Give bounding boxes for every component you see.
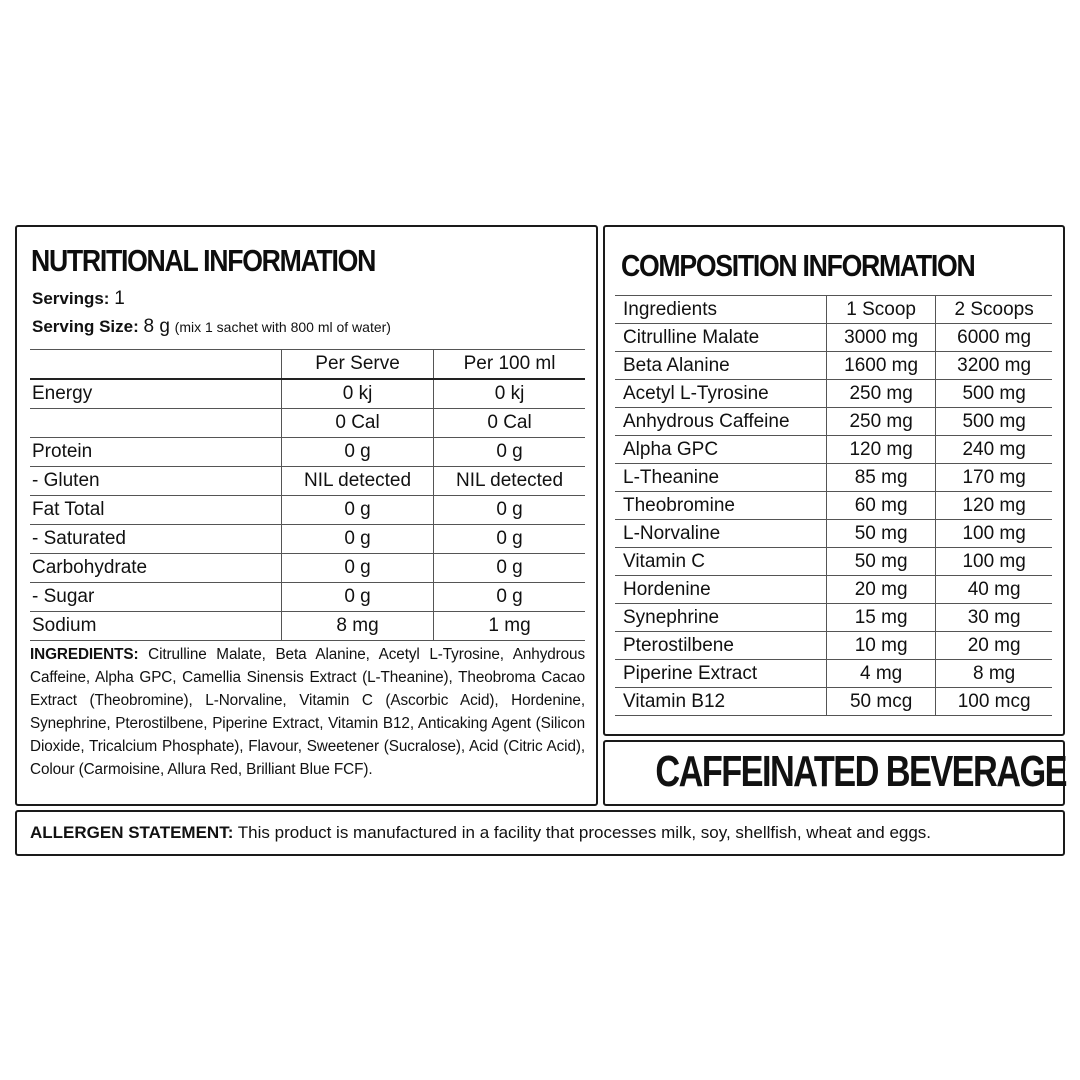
nutrient-name bbox=[30, 409, 282, 438]
composition-row bbox=[615, 520, 1052, 548]
nutrient-per-serve: 0 g bbox=[282, 496, 434, 525]
composition-ingredient: Anhydrous Caffeine bbox=[615, 408, 827, 436]
nutrient-per-100ml: 0 g bbox=[434, 554, 585, 583]
composition-row bbox=[615, 660, 1052, 688]
ingredients-label: INGREDIENTS: bbox=[30, 646, 139, 663]
composition-2-scoops: 20 mg bbox=[936, 632, 1052, 660]
composition-2-scoops: 8 mg bbox=[936, 660, 1052, 688]
nutrient-per-serve: 0 kj bbox=[282, 379, 434, 409]
composition-title: COMPOSITION INFORMATION bbox=[621, 248, 975, 283]
nutrition-row bbox=[30, 438, 585, 467]
composition-ingredient: Vitamin C bbox=[615, 548, 827, 576]
allergen-panel bbox=[15, 810, 1065, 856]
composition-1-scoop: 50 mcg bbox=[827, 688, 936, 716]
nutrient-per-100ml: 0 g bbox=[434, 525, 585, 554]
composition-2-scoops: 120 mg bbox=[936, 492, 1052, 520]
composition-row bbox=[615, 436, 1052, 464]
composition-header-row bbox=[615, 296, 1052, 324]
nutrient-per-serve: 0 g bbox=[282, 554, 434, 583]
composition-2-scoops: 6000 mg bbox=[936, 324, 1052, 352]
composition-ingredient: Piperine Extract bbox=[615, 660, 827, 688]
allergen-text: This product is manufactured in a facility that processes milk, soy, shellfish, wheat and eggs. bbox=[237, 823, 932, 842]
beverage-label-panel bbox=[603, 740, 1065, 806]
composition-col-ingredients: Ingredients bbox=[615, 296, 827, 324]
nutrition-row bbox=[30, 409, 585, 438]
composition-1-scoop: 10 mg bbox=[827, 632, 936, 660]
composition-2-scoops: 100 mcg bbox=[936, 688, 1052, 716]
composition-1-scoop: 4 mg bbox=[827, 660, 936, 688]
nutrient-per-100ml: 0 g bbox=[434, 438, 585, 467]
servings-label: Servings: bbox=[32, 289, 110, 308]
nutrition-row bbox=[30, 525, 585, 554]
nutrient-per-100ml: 1 mg bbox=[434, 612, 585, 641]
serving-size-label: Serving Size: bbox=[32, 317, 139, 336]
serving-size-line bbox=[32, 316, 391, 338]
nutrient-name: Fat Total bbox=[30, 496, 282, 525]
nutrition-col-per-serve: Per Serve bbox=[282, 350, 434, 380]
nutrient-name: - Saturated bbox=[30, 525, 282, 554]
composition-ingredient: Hordenine bbox=[615, 576, 827, 604]
nutrition-col-per-100ml: Per 100 ml bbox=[434, 350, 585, 380]
composition-row bbox=[615, 380, 1052, 408]
composition-2-scoops: 3200 mg bbox=[936, 352, 1052, 380]
nutrition-header-blank bbox=[30, 350, 282, 380]
composition-row bbox=[615, 352, 1052, 380]
nutrient-per-serve: 8 mg bbox=[282, 612, 434, 641]
nutrient-name: Protein bbox=[30, 438, 282, 467]
composition-2-scoops: 100 mg bbox=[936, 520, 1052, 548]
composition-2-scoops: 500 mg bbox=[936, 408, 1052, 436]
nutrient-name: Sodium bbox=[30, 612, 282, 641]
nutrient-per-serve: 0 g bbox=[282, 438, 434, 467]
composition-1-scoop: 15 mg bbox=[827, 604, 936, 632]
composition-row bbox=[615, 576, 1052, 604]
nutrient-per-100ml: 0 Cal bbox=[434, 409, 585, 438]
composition-1-scoop: 120 mg bbox=[827, 436, 936, 464]
nutrition-row bbox=[30, 612, 585, 641]
composition-row bbox=[615, 324, 1052, 352]
nutrition-row bbox=[30, 496, 585, 525]
serving-size-note: (mix 1 sachet with 800 ml of water) bbox=[174, 319, 391, 335]
composition-row bbox=[615, 408, 1052, 436]
servings-line bbox=[32, 288, 125, 310]
ingredients-list: Citrulline Malate, Beta Alanine, Acetyl L-Tyrosine, Anhydrous Caffeine, Alpha GPC, Camellia Sinensis Extract (L-Theanine), Theobroma Cacao Extract (Theobromine), L-Norvaline, Vitamin C (Ascorbic Acid), Hordenine, Synephrine, Pterostilbene, Piperine Extract, Vitamin B12, Anticaking Agent (Silicon Dioxide, Tricalcium Phosphate), Flavour, Sweetener (Sucralose), Acid (Citric Acid), Colour (Carmoisine, Allura Red, Brilliant Blue FCF). bbox=[30, 646, 586, 778]
composition-table bbox=[615, 295, 1052, 716]
composition-ingredient: Alpha GPC bbox=[615, 436, 827, 464]
composition-col-1-scoop: 1 Scoop bbox=[827, 296, 936, 324]
composition-ingredient: Pterostilbene bbox=[615, 632, 827, 660]
composition-ingredient: Acetyl L-Tyrosine bbox=[615, 380, 827, 408]
nutrition-panel bbox=[15, 225, 598, 806]
nutrient-per-100ml: NIL detected bbox=[434, 467, 585, 496]
composition-row bbox=[615, 688, 1052, 716]
composition-ingredient: Vitamin B12 bbox=[615, 688, 827, 716]
composition-2-scoops: 170 mg bbox=[936, 464, 1052, 492]
composition-1-scoop: 1600 mg bbox=[827, 352, 936, 380]
composition-col-2-scoops: 2 Scoops bbox=[936, 296, 1052, 324]
composition-ingredient: L-Theanine bbox=[615, 464, 827, 492]
composition-2-scoops: 40 mg bbox=[936, 576, 1052, 604]
composition-ingredient: Synephrine bbox=[615, 604, 827, 632]
nutrient-per-100ml: 0 kj bbox=[434, 379, 585, 409]
composition-ingredient: Beta Alanine bbox=[615, 352, 827, 380]
composition-2-scoops: 30 mg bbox=[936, 604, 1052, 632]
composition-1-scoop: 60 mg bbox=[827, 492, 936, 520]
composition-ingredient: Theobromine bbox=[615, 492, 827, 520]
nutrition-row bbox=[30, 467, 585, 496]
servings-value: 1 bbox=[114, 288, 125, 309]
beverage-label: CAFFEINATED BEVERAGE bbox=[655, 747, 1066, 796]
composition-row bbox=[615, 464, 1052, 492]
composition-1-scoop: 50 mg bbox=[827, 520, 936, 548]
composition-row bbox=[615, 604, 1052, 632]
allergen-statement bbox=[30, 823, 931, 843]
nutrient-per-serve: 0 g bbox=[282, 525, 434, 554]
composition-row bbox=[615, 632, 1052, 660]
nutrient-name: Carbohydrate bbox=[30, 554, 282, 583]
nutrition-row bbox=[30, 583, 585, 612]
nutrient-name: - Gluten bbox=[30, 467, 282, 496]
allergen-label: ALLERGEN STATEMENT: bbox=[30, 823, 234, 842]
nutrient-per-100ml: 0 g bbox=[434, 496, 585, 525]
composition-1-scoop: 50 mg bbox=[827, 548, 936, 576]
composition-1-scoop: 20 mg bbox=[827, 576, 936, 604]
composition-row bbox=[615, 492, 1052, 520]
nutrient-per-serve: NIL detected bbox=[282, 467, 434, 496]
composition-panel bbox=[603, 225, 1065, 736]
nutrient-per-serve: 0 g bbox=[282, 583, 434, 612]
composition-1-scoop: 3000 mg bbox=[827, 324, 936, 352]
composition-2-scoops: 100 mg bbox=[936, 548, 1052, 576]
composition-ingredient: Citrulline Malate bbox=[615, 324, 827, 352]
serving-size-value: 8 g bbox=[143, 316, 170, 337]
nutrition-row bbox=[30, 379, 585, 409]
composition-2-scoops: 500 mg bbox=[936, 380, 1052, 408]
composition-1-scoop: 250 mg bbox=[827, 380, 936, 408]
nutrition-row bbox=[30, 554, 585, 583]
nutrition-table bbox=[30, 349, 585, 641]
nutrient-name: Energy bbox=[30, 379, 282, 409]
composition-1-scoop: 250 mg bbox=[827, 408, 936, 436]
composition-1-scoop: 85 mg bbox=[827, 464, 936, 492]
composition-2-scoops: 240 mg bbox=[936, 436, 1052, 464]
nutrition-header-row bbox=[30, 350, 585, 380]
nutrition-title: NUTRITIONAL INFORMATION bbox=[31, 243, 376, 278]
nutrient-per-100ml: 0 g bbox=[434, 583, 585, 612]
composition-ingredient: L-Norvaline bbox=[615, 520, 827, 548]
composition-row bbox=[615, 548, 1052, 576]
nutrient-per-serve: 0 Cal bbox=[282, 409, 434, 438]
nutrient-name: - Sugar bbox=[30, 583, 282, 612]
ingredients-text-block bbox=[30, 643, 585, 781]
